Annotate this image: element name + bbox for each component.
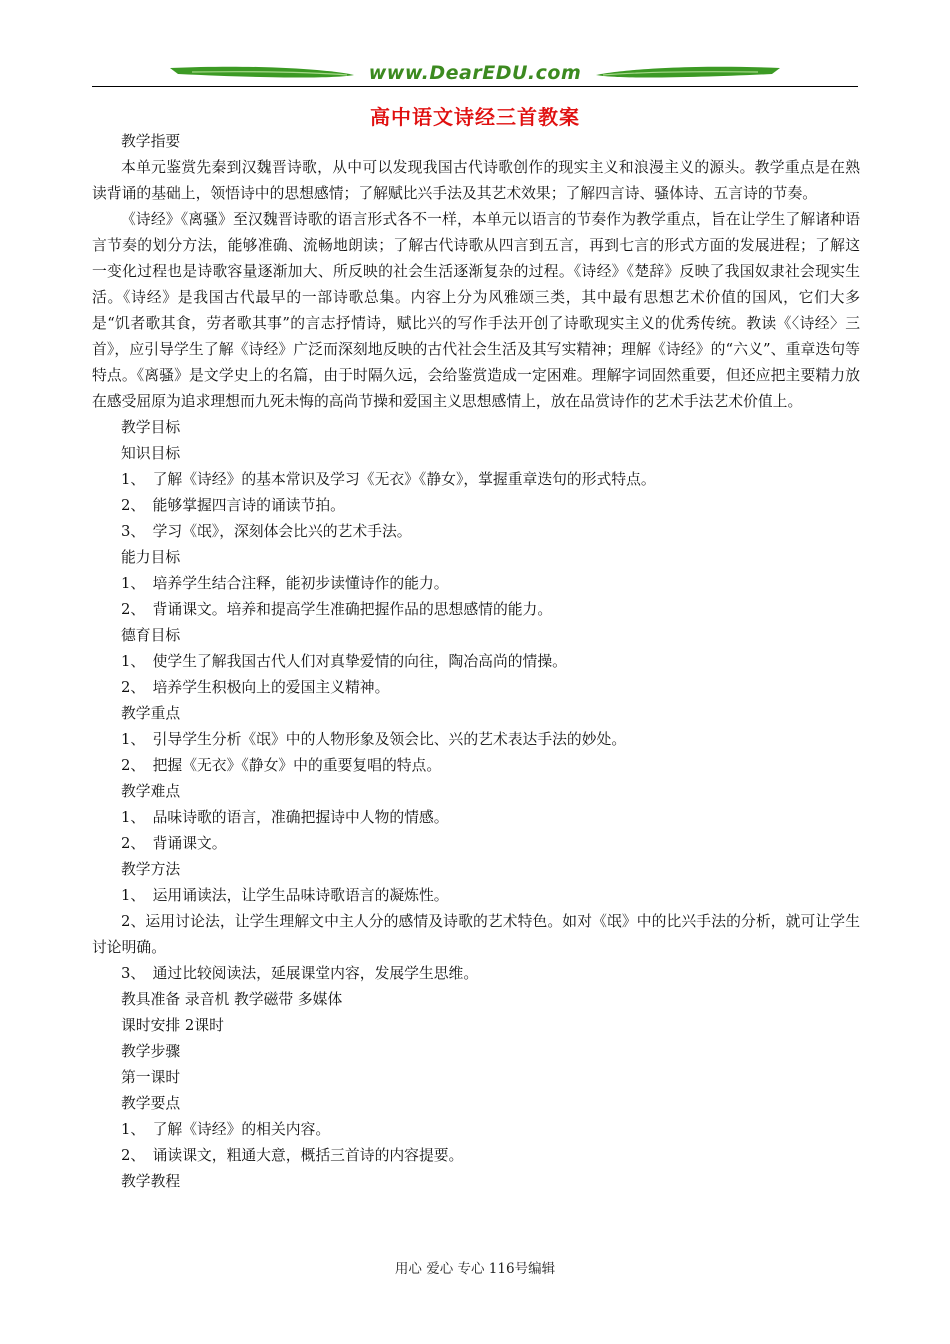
list-item: 2、 背诵课文。: [121, 835, 227, 852]
section-heading: 教学目标: [121, 419, 181, 436]
subsection-heading: 知识目标: [121, 445, 181, 462]
list-item: 2、运用讨论法，让学生理解文中主人分的感情及诗歌的艺术特色。如对《氓》中的比兴手法的分析，就可让学生讨论明确。: [92, 913, 860, 956]
list-item: 2、 能够掌握四言诗的诵读节拍。: [121, 497, 345, 514]
paragraph: 本单元鉴赏先秦到汉魏晋诗歌，从中可以发现我国古代诗歌创作的现实主义和浪漫主义的源头。教学重点是在熟读背诵的基础上，领悟诗中的思想感情；了解赋比兴手法及其艺术效果；了解四言诗、骚体诗、五言诗的节奏。: [92, 159, 860, 202]
info-line: 教具准备 录音机 教学磁带 多媒体: [121, 991, 343, 1008]
subsection-heading: 教学要点: [121, 1095, 181, 1112]
list-item: 2、 培养学生积极向上的爱国主义精神。: [121, 679, 390, 696]
list-item: 2、 背诵课文。培养和提高学生准确把握作品的思想感情的能力。: [121, 601, 553, 618]
subsection-heading: 德育目标: [121, 627, 181, 644]
header-divider: [92, 86, 858, 87]
subsection-heading: 能力目标: [121, 549, 181, 566]
section-heading: 教学指要: [121, 133, 181, 150]
list-item: 1、 了解《诗经》的相关内容。: [121, 1121, 331, 1138]
list-item: 1、 了解《诗经》的基本常识及学习《无衣》《静女》，掌握重章迭句的形式特点。: [121, 471, 656, 488]
page-footer: 用心 爱心 专心 116号编辑: [394, 1261, 556, 1277]
site-url-text: www.DearEDU.com: [368, 62, 582, 84]
list-item: 3、 通过比较阅读法，延展课堂内容，发展学生思维。: [121, 965, 479, 982]
section-heading: 教学教程: [121, 1173, 181, 1190]
list-item: 1、 运用诵读法，让学生品味诗歌语言的凝炼性。: [121, 887, 449, 904]
section-heading: 教学重点: [121, 705, 181, 722]
list-item: 2、 把握《无衣》《静女》中的重要复唱的特点。: [121, 757, 442, 774]
list-item: 1、 引导学生分析《氓》中的人物形象及领会比、兴的艺术表达手法的妙处。: [121, 731, 627, 748]
site-banner: [92, 58, 858, 88]
section-heading: 教学难点: [121, 783, 181, 800]
section-heading: 教学步骤: [121, 1043, 181, 1060]
list-item: 3、 学习《氓》，深刻体会比兴的艺术手法。: [121, 523, 412, 540]
list-item: 1、 培养学生结合注释，能初步读懂诗作的能力。: [121, 575, 449, 592]
page-title: 高中语文诗经三首教案: [370, 105, 580, 129]
subsection-heading: 第一课时: [121, 1069, 181, 1086]
document-body: [92, 129, 860, 1195]
list-item: 1、 使学生了解我国古代人们对真挚爱情的向往，陶冶高尚的情操。: [121, 653, 567, 670]
section-heading: 教学方法: [121, 861, 181, 878]
list-item: 1、 品味诗歌的语言，准确把握诗中人物的情感。: [121, 809, 449, 826]
info-line: 课时安排 2课时: [121, 1017, 224, 1034]
list-item: 2、 诵读课文，粗通大意，概括三首诗的内容提要。: [121, 1147, 464, 1164]
paragraph: 《诗经》《离骚》至汉魏晋诗歌的语言形式各不一样，本单元以语言的节奏作为教学重点，旨在让学生了解诸种语言节奏的划分方法，能够准确、流畅地朗读；了解古代诗歌从四言到五言，再到七言的形式方面的发展进程；了解这一变化过程也是诗歌容量逐渐加大、所反映的社会生活逐渐复杂的过程。《诗经》《楚辞》反映了我国奴隶社会现实生活。《诗经》是我国古代最早的一部诗歌总集。内容上分为风雅颂三类，其中最有思想艺术价值的国风，它们大多是“饥者歌其食，劳者歌其事”的言志抒情诗，赋比兴的写作手法开创了诗歌现实主义的优秀传统。教读《〈诗经〉三首》，应引导学生了解《诗经》广泛而深刻地反映的古代社会生活及其写实精神；理解《诗经》的“六义”、重章迭句等特点。《离骚》是文学史上的名篇，由于时隔久远，会给鉴赏造成一定困难。理解字词固然重要，但还应把主要精力放在感受屈原为追求理想而九死未悔的高尚节操和爱国主义思想感情上，放在品赏诗作的艺术手法艺术价值上。: [92, 211, 860, 410]
